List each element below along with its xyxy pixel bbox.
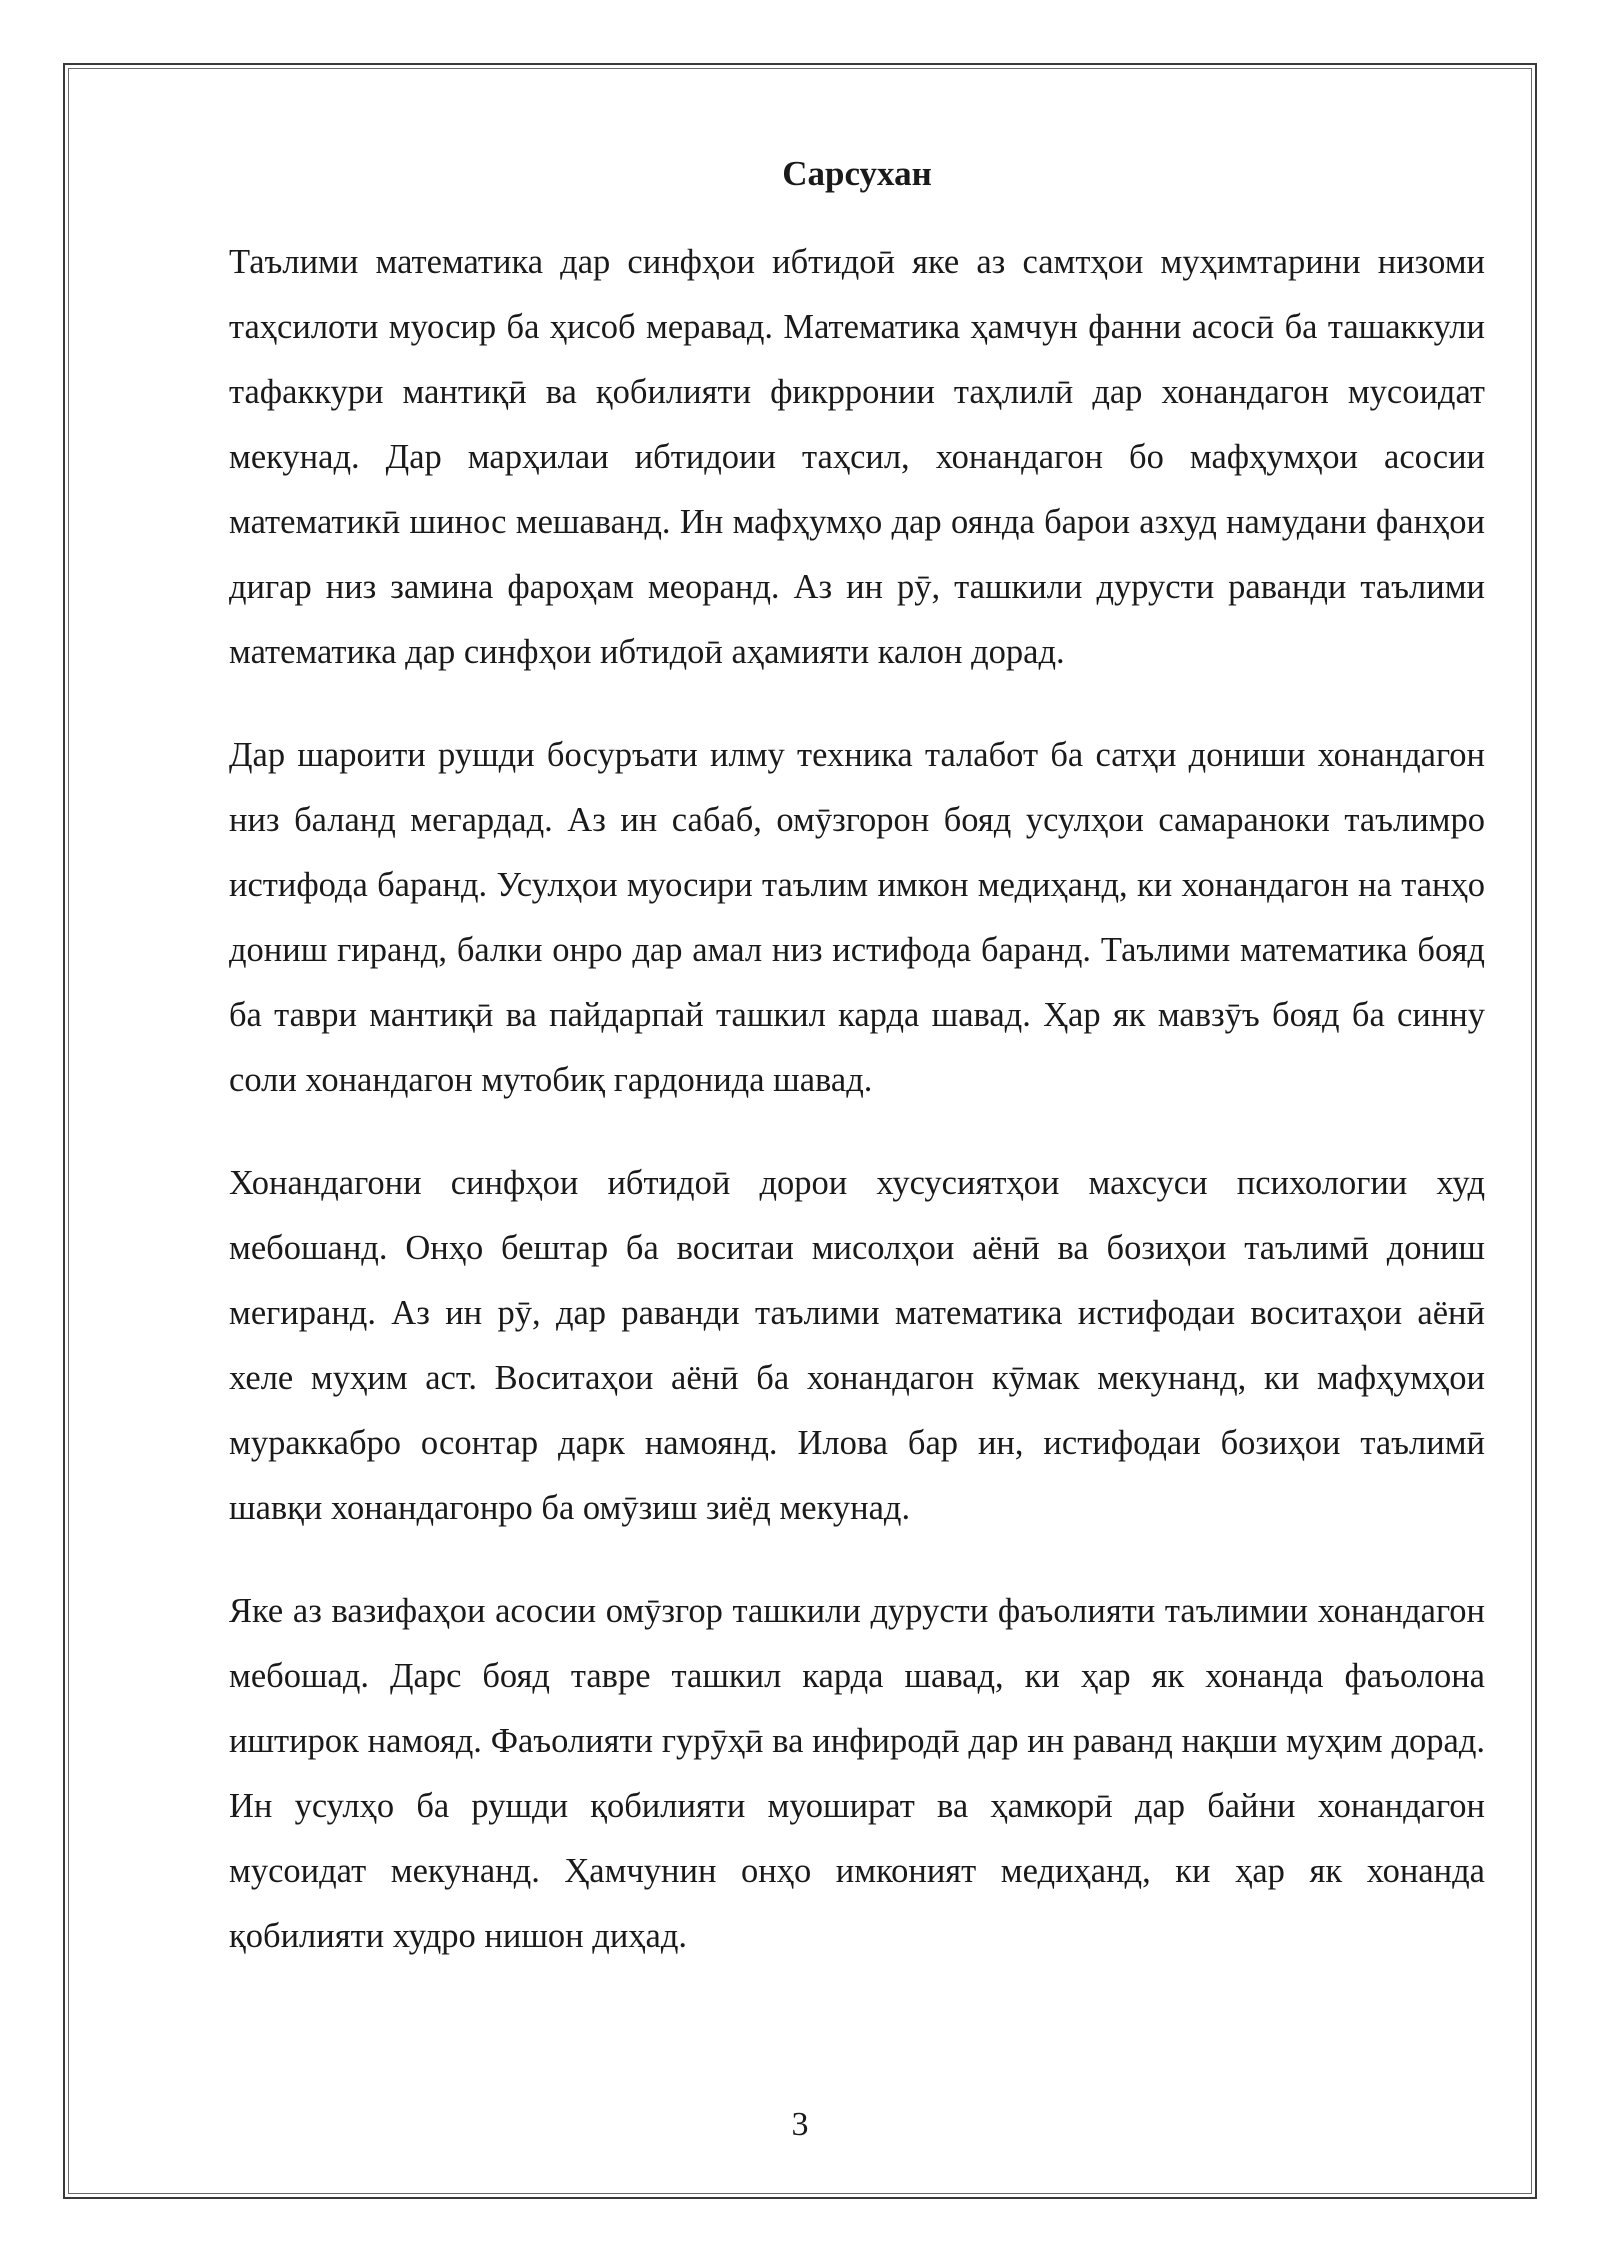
document-body — [229, 140, 1485, 1969]
paragraph-1: Таълими математика дар синфҳои ибтидоӣ яке аз самтҳои муҳимтарини низоми таҳсилоти муосир ба ҳисоб меравад. Математика ҳамчун фанни асосӣ ба ташаккули тафаккури мантиқӣ ва қобилияти фикрронии таҳлилӣ дар хонандагон мусоидат мекунад. Дар марҳилаи ибтидоии таҳсил, хонандагон бо мафҳумҳои асосии математикӣ шинос мешаванд. Ин мафҳумҳо дар оянда барои азхуд намудани фанҳои дигар низ замина фароҳам меоранд. Аз ин рӯ, ташкили дурусти раванди таълими математика дар синфҳои ибтидоӣ аҳамияти калон дорад. — [229, 243, 1485, 671]
paragraph-2: Дар шароити рушди босуръати илму техника талабот ба сатҳи дониши хонандагон низ баланд мегардад. Аз ин сабаб, омӯзгорон бояд усулҳои самараноки таълимро истифода баранд. Усулҳои муосири таълим имкон медиҳанд, ки хонандагон на танҳо дониш гиранд, балки онро дар амал низ истифода баранд. Таълими математика бояд ба таври мантиқӣ ва пайдарпай ташкил карда шавад. Ҳар як мавзӯъ бояд ба синну соли хонандагон мутобиқ гардонида шавад. — [229, 736, 1485, 1099]
paragraph-4: Яке аз вазифаҳои асосии омӯзгор ташкили дурусти фаъолияти таълимии хонандагон мебошад. Дарс бояд тавре ташкил карда шавад, ки ҳар як хонанда фаъолона иштирок намояд. Фаъолияти гурӯҳӣ ва инфиродӣ дар ин раванд нақши муҳим дорад. Ин усулҳо ба рушди қобилияти муошират ва ҳамкорӣ дар байни хонандагон мусоидат мекунанд. Ҳамчунин онҳо имконият медиҳанд, ки ҳар як хонанда қобилияти худро нишон диҳад. — [229, 1592, 1485, 1955]
paragraph-3: Хонандагони синфҳои ибтидоӣ дорои хусусиятҳои махсуси психологии худ мебошанд. Онҳо бештар ба воситаи мисолҳои аёнӣ ва бозиҳои таълимӣ дониш мегиранд. Аз ин рӯ, дар раванди таълими математика истифодаи воситаҳои аёнӣ хеле муҳим аст. Воситаҳои аёнӣ ба хонандагон кӯмак мекунанд, ки мафҳумҳои мураккабро осонтар дарк намоянд. Илова бар ин, истифодаи бозиҳои таълимӣ шавқи хонандагонро ба омӯзиш зиёд мекунад. — [229, 1164, 1485, 1527]
document-title: Сарсухан — [782, 154, 932, 193]
page-number: 3 — [791, 2106, 809, 2143]
